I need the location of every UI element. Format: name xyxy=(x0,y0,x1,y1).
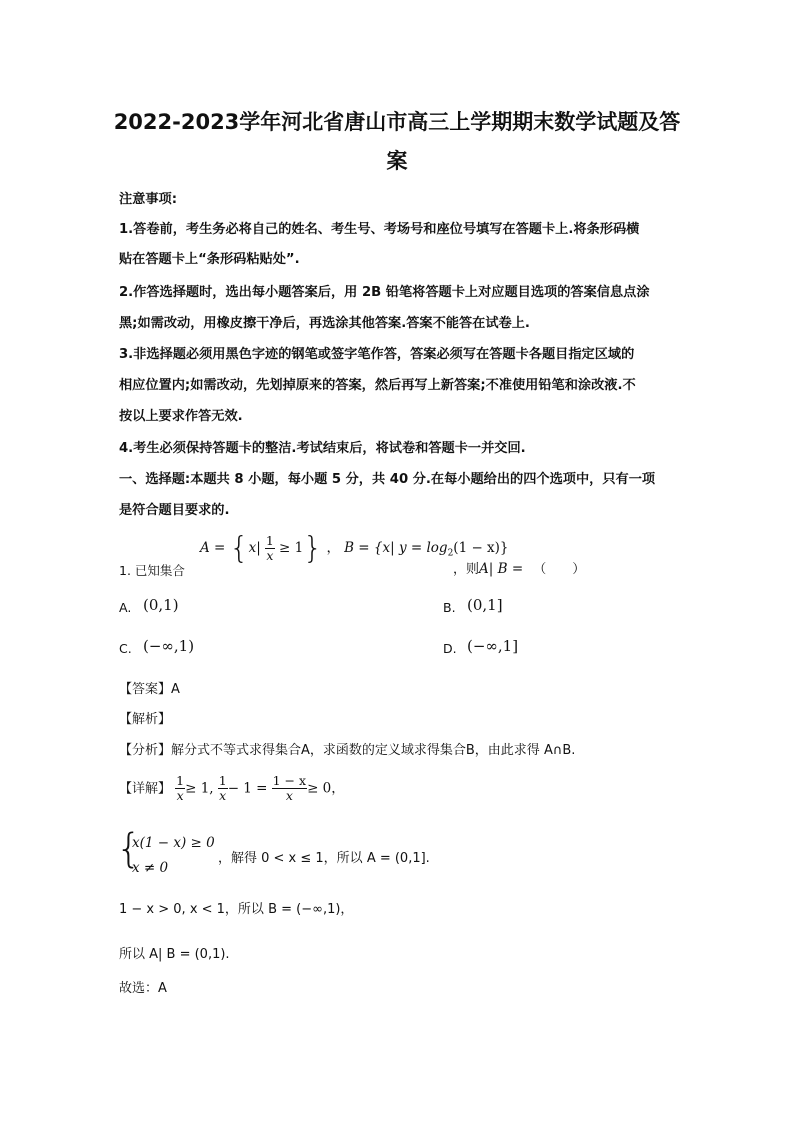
set-a-geq: ≥ 1 xyxy=(279,540,304,556)
detail-fraction-2-den: x xyxy=(219,788,227,804)
answer-paren: （ ） xyxy=(533,562,586,577)
set-a-x: x xyxy=(248,540,257,556)
final-choice: 故选：A xyxy=(119,981,167,996)
set-b: B = {x| y = log xyxy=(344,540,448,556)
detail-fraction-1-num: 1 xyxy=(176,773,185,788)
system-result: ，解得 0 < x ≤ 1，所以 A = (0,1]. xyxy=(218,851,430,866)
system-line-1: x(1 − x) ≥ 0 xyxy=(132,835,215,851)
option-b-label: B. xyxy=(443,600,456,615)
then-text: ，则 xyxy=(453,562,480,577)
set-a-fraction-num: 1 xyxy=(265,532,274,548)
set-a-fraction xyxy=(265,534,275,564)
option-d-value: (−∞,1] xyxy=(467,637,519,655)
system-line-2: x ≠ 0 xyxy=(132,860,169,876)
notice-item-4: 4.考生必须保持答题卡的整洁.考试结束后，将试卷和答题卡一并交回. xyxy=(119,441,526,456)
detail-fraction-3 xyxy=(272,774,307,804)
option-c-label: C. xyxy=(119,641,132,656)
detail-geq0: ≥ 0， xyxy=(307,780,345,797)
detail-line-b: 1 − x > 0, x < 1，所以 B = (−∞,1)， xyxy=(119,902,354,917)
set-b-tail: (1 − x)} xyxy=(453,540,509,556)
notice-item-1a: 1.答卷前，考生务必将自己的姓名、考生号、考场号和座位号填写在答题卡上.将条形码横 xyxy=(119,222,640,237)
set-a-lhs: A = xyxy=(200,540,226,556)
detail-fraction-1 xyxy=(175,774,185,804)
notice-heading: 注意事项: xyxy=(119,192,178,207)
detail-minus: − 1 = xyxy=(227,780,268,797)
set-comma: ， xyxy=(326,540,340,556)
detail-line-ab: 所以 A| B = (0,1). xyxy=(119,947,230,962)
option-c-value: (−∞,1) xyxy=(143,637,195,655)
notice-item-2b: 黑;如需改动，用橡皮擦干净后，再选涂其他答案.答案不能答在试卷上. xyxy=(119,316,530,331)
section-heading-line2: 是符合题目要求的. xyxy=(119,503,230,518)
notice-item-2a: 2.作答选择题时，选出每小题答案后，用 2B 铅笔将答题卡上对应题目选项的答案信息点涂 xyxy=(119,285,650,300)
right-brace-icon: } xyxy=(303,531,323,566)
question-1-then xyxy=(453,558,585,577)
notice-item-3c: 按以上要求作答无效. xyxy=(119,409,243,424)
notice-item-1b: 贴在答题卡上“条形码粘贴处”. xyxy=(119,252,300,267)
detail-fraction-2 xyxy=(218,774,228,804)
detail-geq: ≥ 1, xyxy=(185,780,214,797)
detail-fraction-3-den: x xyxy=(285,788,293,804)
option-a-value: (0,1) xyxy=(143,596,179,614)
option-d-label: D. xyxy=(443,641,457,656)
analysis-summary: 【分析】解分式不等式求得集合A，求函数的定义域求得集合B，由此求得 A∩B. xyxy=(119,743,576,758)
document-title-line2: 案 xyxy=(386,149,408,173)
document-title-line1: 2022-2023学年河北省唐山市高三上学期期末数学试题及答 xyxy=(113,110,681,134)
detail-line-1 xyxy=(119,774,345,804)
detail-fraction-2-num: 1 xyxy=(218,773,227,788)
option-a-label: A. xyxy=(119,600,132,615)
section-heading-line1: 一、选择题:本题共 8 小题，每小题 5 分，共 40 分.在每小题给出的四个选项中，只有一项 xyxy=(119,472,656,487)
question-1-prefix: 1. 已知集合 xyxy=(119,563,185,578)
notice-item-3a: 3.非选择题必须用黑色字迹的钢笔或签字笔作答，答案必须写在答题卡各题目指定区域的 xyxy=(119,347,635,362)
set-a-fraction-den: x xyxy=(266,548,274,563)
analysis-label: 【解析】 xyxy=(119,712,172,727)
left-brace-icon: { xyxy=(229,531,249,566)
detail-fraction-1-den: x xyxy=(176,788,184,804)
a-intersect-b-expr: A| B = xyxy=(479,561,524,577)
set-a-bar: | xyxy=(256,540,261,556)
option-b-value: (0,1] xyxy=(467,596,503,614)
detail-fraction-3-num: 1 − x xyxy=(272,773,307,788)
set-b-log-base: 2 xyxy=(447,548,454,559)
answer-label: 【答案】A xyxy=(119,682,180,697)
notice-item-3b: 相应位置内;如需改动，先划掉原来的答案，然后再写上新答案;不准使用铅笔和涂改液.不 xyxy=(119,378,636,393)
detail-label: 【详解】 xyxy=(119,781,172,797)
system-brace-icon: { xyxy=(116,826,142,872)
